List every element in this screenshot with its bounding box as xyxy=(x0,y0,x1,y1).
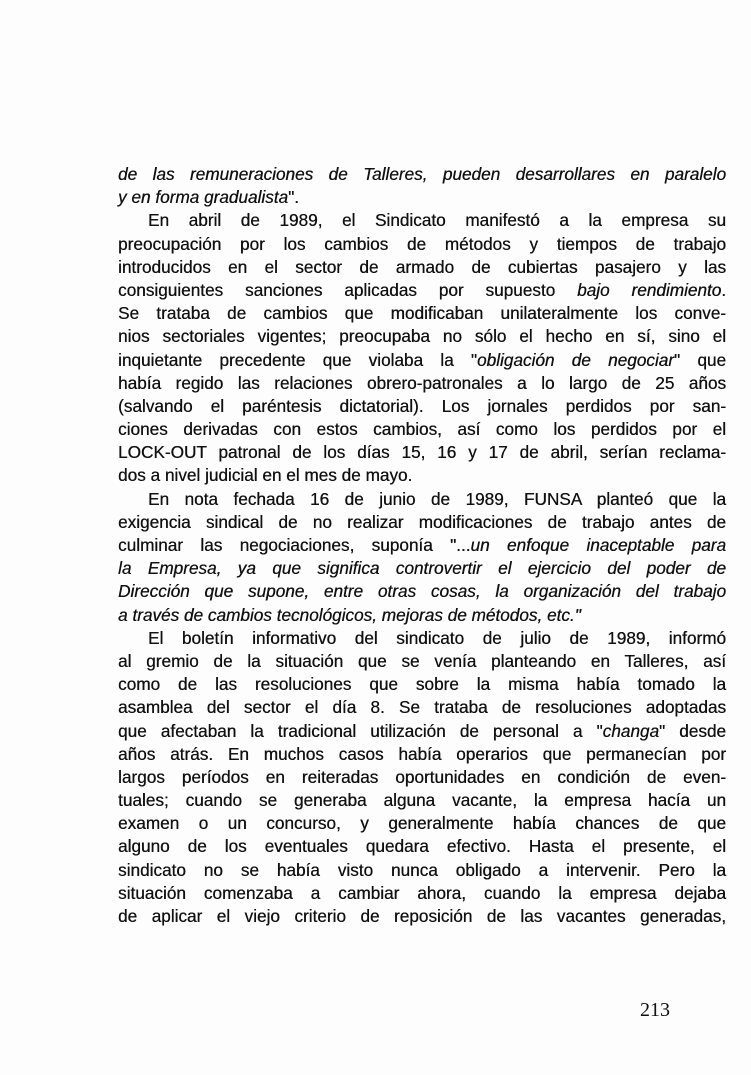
line-content xyxy=(118,790,726,810)
text-line xyxy=(118,488,726,511)
text-run: nios sectoriales vigentes; preocupaba no sólo el hecho en sí, sino el xyxy=(118,326,726,347)
line-content xyxy=(118,280,726,300)
text-run: años atrás. En muchos casos había operarios que permanecían por xyxy=(118,743,726,764)
text-run: examen o un concurso, y generalmente había chances de que xyxy=(118,813,726,834)
italic-text: obligación de negociar xyxy=(477,349,674,370)
text-run: En abril de 1989, el Sindicato manifestó a la empresa su xyxy=(148,210,726,231)
text-line xyxy=(118,279,726,302)
text-run: al gremio de la situación que se venía planteando en Talleres, así xyxy=(118,650,726,671)
text-line xyxy=(118,233,726,256)
text-run: ". xyxy=(288,187,299,208)
line-content xyxy=(118,396,726,416)
italic-text: de las remuneraciones de Talleres, pueden desarrollares en paralelo xyxy=(118,164,726,184)
text-run: alguno de los eventuales quedara efectivo. Hasta el presente, el xyxy=(118,836,726,857)
italic-text: la Empresa, ya que significa controvertir el ejercicio del poder de xyxy=(118,558,726,579)
text-line xyxy=(118,557,726,580)
line-content xyxy=(118,651,726,671)
text-line xyxy=(118,859,726,882)
text-line xyxy=(118,256,726,279)
text-run: que afectaban la tradicional utilización de personal a " xyxy=(118,720,603,741)
line-content xyxy=(118,697,726,717)
text-run: En nota fechada 16 de junio de 1989, FUNSA planteó que la xyxy=(148,488,726,509)
text-line xyxy=(118,743,726,766)
text-run: introducidos en el sector de armado de cubiertas pasajero y las xyxy=(118,256,726,277)
text-line xyxy=(118,627,726,650)
text-line xyxy=(118,604,726,627)
text-run: como de las resoluciones que sobre la misma había tomado la xyxy=(118,674,726,695)
italic-text: Dirección que supone, entre otras cosas, la organización del trabajo xyxy=(118,581,726,602)
text-line xyxy=(118,372,726,395)
text-run: " que xyxy=(673,349,726,370)
text-line xyxy=(118,302,726,325)
text-run: tuales; cuando se generaba alguna vacante, la empresa hacía un xyxy=(118,790,726,811)
text-line xyxy=(118,395,726,418)
text-line xyxy=(118,720,726,743)
text-line xyxy=(118,882,726,905)
line-content xyxy=(118,465,412,485)
text-line xyxy=(118,464,726,487)
line-content xyxy=(118,581,726,601)
line-content xyxy=(118,813,726,833)
text-line xyxy=(118,511,726,534)
text-run: . xyxy=(721,279,727,300)
text-run: (salvando el paréntesis dictatorial). Los jornales perdidos por san- xyxy=(118,395,726,416)
text-line xyxy=(118,209,726,232)
line-content xyxy=(118,906,726,926)
text-line xyxy=(118,789,726,812)
text-line xyxy=(118,696,726,719)
line-content xyxy=(118,767,726,787)
text-line xyxy=(118,325,726,348)
italic-text: bajo rendimiento xyxy=(577,279,722,300)
text-run: situación comenzaba a cambiar ahora, cuando la empresa dejaba xyxy=(118,882,726,903)
line-content xyxy=(118,373,726,393)
italic-text: a través de cambios tecnológicos, mejoras de métodos, etc." xyxy=(118,604,581,625)
line-content xyxy=(118,442,726,462)
text-line xyxy=(118,349,726,372)
text-run: culminar las negociaciones, suponía "... xyxy=(118,535,471,555)
text-run: " desde xyxy=(659,720,726,741)
text-run: Se trataba de cambios que modificaban unilateralmente los conve- xyxy=(118,303,726,324)
text-line xyxy=(118,534,726,557)
text-line xyxy=(118,766,726,789)
line-content xyxy=(118,558,726,578)
line-content xyxy=(118,419,726,439)
italic-text: un enfoque inaceptable para xyxy=(470,535,726,555)
text-run: consiguientes sanciones aplicadas por supuesto xyxy=(118,279,578,300)
text-line xyxy=(118,812,726,835)
text-run: exigencia sindical de no realizar modificaciones de trabajo antes de xyxy=(118,511,726,532)
text-line xyxy=(118,441,726,464)
text-line xyxy=(118,186,726,209)
line-content xyxy=(118,326,726,346)
text-line xyxy=(118,163,726,186)
text-run: inquietante precedente que violaba la " xyxy=(118,349,477,370)
text-run: asamblea del sector el día 8. Se trataba de resoluciones adoptadas xyxy=(118,697,726,718)
line-content xyxy=(148,489,726,509)
line-content xyxy=(118,303,726,323)
body-text xyxy=(118,163,726,928)
text-run: sindicato no se había visto nunca obligado a intervenir. Pero la xyxy=(118,859,726,880)
text-run: dos a nivel judicial en el mes de mayo. xyxy=(118,465,413,486)
line-content xyxy=(118,674,726,694)
italic-text: changa xyxy=(602,720,659,741)
text-run: largos períodos en reiteradas oportunidades en condición de even- xyxy=(118,766,726,787)
line-content xyxy=(118,860,726,880)
italic-text: y en forma gradualista xyxy=(118,187,289,208)
line-content xyxy=(118,883,726,903)
line-content xyxy=(118,744,726,764)
line-content xyxy=(118,836,726,856)
line-content xyxy=(118,721,726,741)
text-run: LOCK-OUT patronal de los días 15, 16 y 17 de abril, serían reclama- xyxy=(118,442,726,463)
line-content xyxy=(118,512,726,532)
text-run: había regido las relaciones obrero-patronales a lo largo de 25 años xyxy=(118,372,726,393)
line-content xyxy=(118,164,726,184)
line-content xyxy=(148,210,726,230)
page-number: 213 xyxy=(640,999,670,1021)
text-run: ciones derivadas con estos cambios, así como los perdidos por el xyxy=(118,419,726,440)
line-content xyxy=(118,234,726,254)
text-line xyxy=(118,673,726,696)
text-line xyxy=(118,580,726,603)
line-content xyxy=(118,350,726,370)
text-line xyxy=(118,650,726,673)
line-content xyxy=(118,257,726,277)
text-run: El boletín informativo del sindicato de julio de 1989, informó xyxy=(148,627,726,648)
line-content xyxy=(118,535,726,555)
text-line xyxy=(118,905,726,928)
text-run: preocupación por los cambios de métodos y tiempos de trabajo xyxy=(118,233,726,254)
text-run: de aplicar el viejo criterio de reposición de las vacantes generadas, xyxy=(118,906,726,926)
line-content xyxy=(118,605,581,625)
line-content xyxy=(148,628,726,648)
text-line xyxy=(118,418,726,441)
text-line xyxy=(118,835,726,858)
line-content xyxy=(118,187,299,207)
